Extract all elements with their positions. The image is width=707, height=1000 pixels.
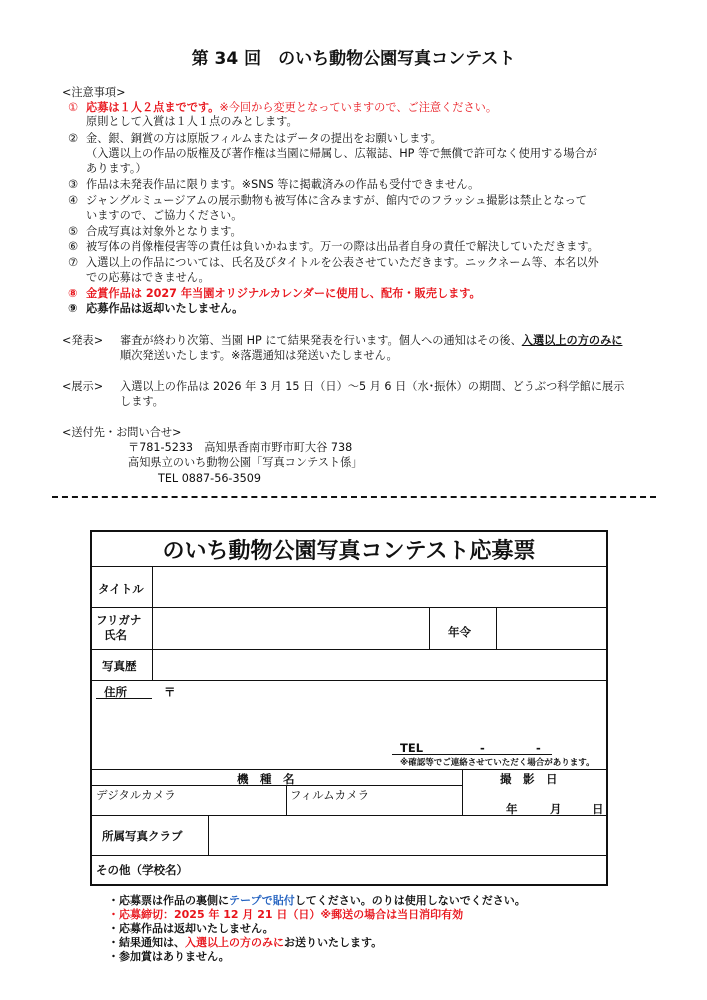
postal-mark: 〒 — [164, 685, 176, 699]
note-text: 金、銀、銅賞の方は原版フィルムまたはデータの提出をお願いします。 — [86, 132, 442, 145]
note-text: いますので、ご協力ください。 — [86, 209, 243, 222]
note-number: ⑥ — [68, 240, 79, 253]
label-photo-club: 所属写真クラブ — [102, 829, 183, 843]
note-text: ※今回から変更となっていますので、ご注意ください。 — [219, 101, 498, 114]
exhibit-label: <展示> — [62, 380, 104, 393]
tel-dash-1: - — [480, 741, 485, 755]
entry-form — [90, 530, 608, 886]
note-text: 作品は未発表作品に限ります。※SNS 等に掲載済みの作品も受付できません。 — [86, 178, 480, 191]
announce-text: 審査が終わり次第、当園 HP にて結果発表を行います。個人への通知はその後、 — [120, 334, 522, 347]
contact-department: 高知県立のいち動物公園「写真コンテスト係」 — [128, 456, 363, 469]
note-number: ④ — [68, 194, 79, 207]
note-text: （入選以上の作品の版権及び著作権は当園に帰属し、広報誌、HP 等で無償で許可なく使用する場合が — [86, 147, 597, 160]
label-age: 年令 — [448, 625, 471, 639]
note-number: ③ — [68, 178, 79, 191]
exhibit-text: します。 — [120, 395, 164, 408]
note-text-bold: 応募は１人２点までです。 — [86, 101, 220, 114]
page-title: 第 34 回 のいち動物公園写真コンテスト — [191, 49, 516, 69]
winners-highlight: 入選以上の方のみに — [185, 936, 284, 949]
label-history: 写真歴 — [102, 659, 137, 673]
label-shoot-date: 撮 影 日 — [500, 772, 558, 786]
label-title: タイトル — [98, 582, 144, 596]
note-text: あります。） — [86, 162, 147, 175]
footer-note-1: ・応募票は作品の裏側にテープで貼付してください。のりは使用しないでください。 — [108, 894, 526, 907]
year-unit: 年 — [506, 802, 518, 816]
form-title: のいち動物公園写真コンテスト応募票 — [162, 539, 536, 564]
label-film-camera: フィルムカメラ — [290, 788, 370, 802]
footer-note-4: ・結果通知は、入選以上の方のみにお送りいたします。 — [108, 936, 383, 949]
announce-label: <発表> — [62, 334, 104, 347]
note-number: ⑧ — [68, 287, 78, 300]
tel-dash-2: - — [536, 741, 541, 755]
cut-line — [52, 496, 656, 498]
note-text: 被写体の肖像権侵害等の責任は負いかねます。万一の際は出品者自身の責任で解決していただきます。 — [86, 240, 599, 253]
label-digital-camera: デジタルカメラ — [96, 788, 176, 802]
exhibit-text: 入選以上の作品は 2026 年 3 月 15 日（日）～5 月 6 日（水･振休）の期間、どうぶつ科学館に展示 — [120, 380, 625, 393]
contact-address: 〒781-5233 高知県香南市野市町大谷 738 — [128, 441, 353, 454]
notes-header: <注意事項> — [62, 86, 126, 99]
tape-highlight: テープで貼付 — [229, 894, 295, 907]
label-model: 機 種 名 — [237, 772, 295, 786]
note-number: ① — [68, 101, 79, 114]
note-number: ⑤ — [68, 225, 79, 238]
note-number: ⑨ — [68, 302, 78, 315]
note-number: ⑦ — [68, 256, 79, 269]
month-unit: 月 — [550, 802, 562, 816]
footer-note-deadline: ・応募締切：2025 年 12 月 21 日（日）※郵送の場合は当日消印有効 — [108, 908, 464, 921]
day-unit: 日 — [592, 802, 604, 816]
label-name: 氏名 — [104, 628, 127, 642]
note-text: 原則として入賞は１人１点のみとします。 — [86, 115, 298, 128]
note-text: 金賞作品は 2027 年当園オリジナルカレンダーに使用し、配布・販売します。 — [86, 287, 481, 300]
footer-note-5: ・参加賞はありません。 — [108, 950, 230, 963]
contact-tel: TEL 0887-56-3509 — [158, 472, 261, 485]
note-text: 入選以上の作品については、氏名及びタイトルを公表させていただきます。ニックネーム等、本名以外 — [86, 256, 599, 269]
footer-note-3: ・応募作品は返却いたしません。 — [108, 922, 274, 935]
note-text: 合成写真は対象外となります。 — [86, 225, 242, 238]
label-address: 住所 — [104, 685, 127, 699]
label-furigana: フリガナ — [96, 613, 142, 627]
tel-note: ※確認等でご連絡させていただく場合があります。 — [400, 758, 595, 768]
label-other: その他（学校名） — [96, 863, 188, 877]
announce-text: 順次発送いたします。※落選通知は発送いたしません。 — [120, 349, 398, 362]
note-text: 応募作品は返却いたしません。 — [86, 302, 244, 315]
label-tel: TEL — [400, 741, 424, 755]
contact-label: <送付先・お問い合せ> — [62, 426, 182, 439]
note-text: ジャングルミュージアムの展示動物も被写体に含みますが、館内でのフラッシュ撮影は禁止となって — [86, 194, 587, 207]
note-number: ② — [68, 132, 79, 145]
note-text: での応募はできません。 — [86, 271, 210, 284]
announce-highlight: 入選以上の方のみに — [521, 334, 623, 347]
